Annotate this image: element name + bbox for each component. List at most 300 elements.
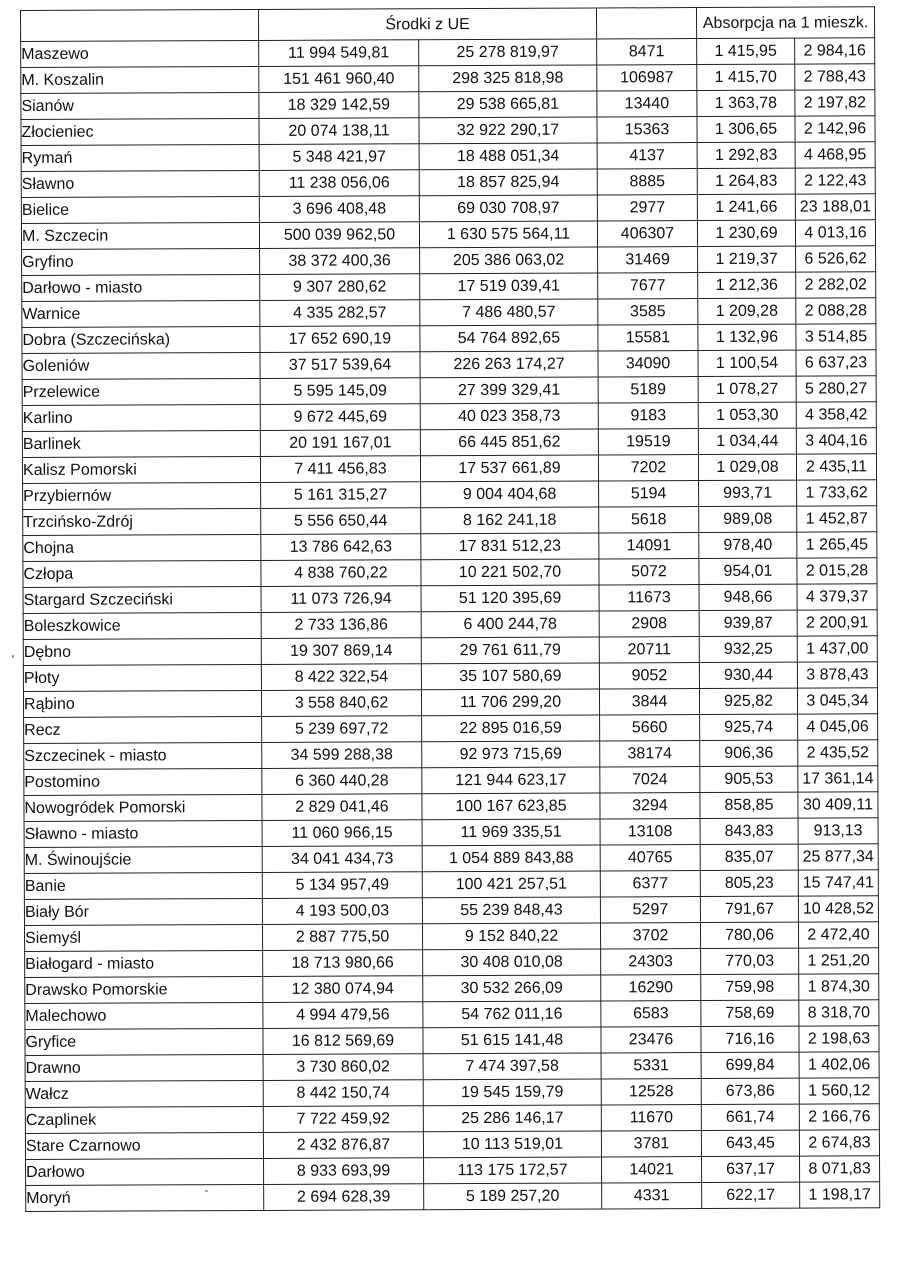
population-value: 15581	[598, 325, 698, 351]
absorption-value-2: 1 251,20	[799, 948, 879, 974]
table-row	[23, 662, 877, 692]
absorption-value-2: 1 733,62	[797, 480, 877, 506]
eu-funds-value-1: 19 307 869,14	[261, 638, 421, 665]
table-row	[21, 64, 875, 94]
eu-funds-value-2: 17 519 039,41	[420, 273, 598, 300]
population-value: 14021	[602, 1157, 702, 1183]
eu-funds-value-1: 8 933 693,99	[264, 1158, 424, 1185]
population-value: 5660	[600, 715, 700, 741]
population-value: 24303	[601, 949, 701, 975]
header-srodki-z-ue: Środki z UE	[258, 8, 596, 40]
population-value: 38174	[600, 741, 700, 767]
population-value: 2977	[597, 195, 697, 221]
eu-funds-value-2: 69 030 708,97	[419, 195, 597, 222]
absorption-value-2: 15 747,41	[798, 870, 878, 896]
absorption-value-1: 699,84	[701, 1052, 799, 1078]
population-value: 19519	[598, 429, 698, 455]
eu-funds-value-1: 38 372 400,36	[260, 248, 420, 275]
municipality-name: Stargard Szczeciński	[23, 586, 261, 613]
eu-funds-value-1: 8 422 322,54	[261, 664, 421, 691]
eu-funds-value-1: 34 599 288,38	[262, 742, 422, 769]
eu-funds-value-2: 9 152 840,22	[422, 923, 600, 950]
absorption-value-2: 2 788,43	[795, 64, 875, 90]
municipality-name: Goleniów	[22, 352, 260, 379]
eu-funds-value-1: 13 786 642,63	[261, 534, 421, 561]
header-population-cell	[596, 8, 696, 39]
absorption-value-2: 8 318,70	[799, 1000, 879, 1026]
population-value: 3585	[598, 299, 698, 325]
municipality-name: Dobra (Szczecińska)	[22, 326, 260, 353]
absorption-value-1: 932,25	[699, 636, 797, 662]
eu-funds-value-2: 113 175 172,57	[424, 1157, 602, 1184]
eu-funds-value-1: 2 887 775,50	[262, 924, 422, 951]
absorption-value-2: 2 197,82	[795, 90, 875, 116]
table-row	[21, 90, 875, 120]
municipality-name: Darłowo	[26, 1158, 264, 1185]
eu-funds-value-2: 11 969 335,51	[422, 819, 600, 846]
absorption-value-1: 1 264,83	[697, 168, 795, 194]
table-header-row	[21, 7, 875, 42]
table-row	[22, 298, 876, 328]
table-row	[25, 1078, 879, 1108]
table-row	[24, 740, 878, 770]
municipality-name: Białogard - miasto	[25, 950, 263, 977]
municipality-name: Malechowo	[25, 1002, 263, 1029]
population-value: 7024	[600, 767, 700, 793]
municipality-name: Moryń	[26, 1184, 264, 1211]
absorption-value-2: 2 142,96	[795, 116, 875, 142]
absorption-value-2: 1 198,17	[800, 1182, 880, 1208]
eu-funds-value-2: 40 023 358,73	[420, 403, 598, 430]
absorption-value-2: 913,13	[798, 818, 878, 844]
absorption-value-1: 716,16	[701, 1026, 799, 1052]
table-row	[21, 142, 875, 172]
absorption-value-2: 2 435,52	[798, 740, 878, 766]
eu-funds-value-1: 20 074 138,11	[259, 118, 419, 145]
municipality-name: Gryfino	[22, 248, 260, 275]
eu-funds-value-1: 2 733 136,86	[261, 612, 421, 639]
eu-funds-value-2: 30 408 010,08	[423, 949, 601, 976]
absorption-value-2: 6 526,62	[796, 246, 876, 272]
eu-funds-value-2: 6 400 244,78	[421, 611, 599, 638]
table-row	[21, 220, 875, 250]
absorption-value-1: 925,74	[700, 714, 798, 740]
eu-funds-value-1: 12 380 074,94	[263, 976, 423, 1003]
municipality-name: Maszewo	[21, 40, 259, 67]
table-row	[26, 1182, 880, 1212]
absorption-value-1: 759,98	[701, 974, 799, 1000]
population-value: 13108	[600, 819, 700, 845]
population-value: 3781	[601, 1131, 701, 1157]
absorption-value-1: 1 415,70	[697, 64, 795, 90]
table-row	[23, 532, 877, 562]
eu-funds-value-2: 7 486 480,57	[420, 299, 598, 326]
table-row	[22, 402, 876, 432]
population-value: 406307	[597, 221, 697, 247]
eu-funds-value-1: 2 694 628,39	[264, 1184, 424, 1211]
population-value: 13440	[597, 91, 697, 117]
eu-funds-value-2: 25 278 819,97	[419, 39, 597, 66]
table-row	[25, 1026, 879, 1056]
eu-funds-value-1: 18 713 980,66	[263, 950, 423, 977]
population-value: 5189	[598, 377, 698, 403]
absorption-value-1: 1 212,36	[698, 272, 796, 298]
table-row	[21, 194, 875, 224]
eu-funds-value-1: 20 191 167,01	[260, 430, 420, 457]
eu-funds-value-2: 32 922 290,17	[419, 117, 597, 144]
table-row	[25, 1052, 879, 1082]
eu-funds-value-2: 55 239 848,43	[422, 897, 600, 924]
table-row	[22, 246, 876, 276]
eu-funds-value-1: 4 335 282,57	[260, 300, 420, 327]
absorption-value-2: 2 984,16	[795, 38, 875, 64]
absorption-value-2: 5 280,27	[796, 376, 876, 402]
municipality-name: Drawno	[25, 1054, 263, 1081]
eu-funds-value-2: 30 532 266,09	[423, 975, 601, 1002]
eu-funds-value-1: 11 994 549,81	[259, 40, 419, 67]
absorption-value-1: 805,23	[700, 870, 798, 896]
absorption-value-2: 23 188,01	[795, 194, 875, 220]
eu-funds-value-1: 4 994 479,56	[263, 1002, 423, 1029]
eu-funds-value-1: 3 730 860,02	[263, 1054, 423, 1081]
scan-speck	[12, 655, 14, 658]
table-row	[22, 350, 876, 380]
eu-funds-value-2: 205 386 063,02	[420, 247, 598, 274]
population-value: 3844	[599, 689, 699, 715]
population-value: 4137	[597, 143, 697, 169]
absorption-value-2: 3 045,34	[797, 688, 877, 714]
municipality-name: Karlino	[22, 404, 260, 431]
absorption-value-1: 622,17	[702, 1182, 800, 1208]
municipality-name: Przybiernów	[23, 482, 261, 509]
eu-funds-value-2: 11 706 299,20	[421, 689, 599, 716]
table-row	[25, 974, 879, 1004]
absorption-value-2: 2 200,91	[797, 610, 877, 636]
population-value: 5618	[599, 507, 699, 533]
table-row	[23, 636, 877, 666]
absorption-value-2: 3 404,16	[796, 428, 876, 454]
eu-funds-value-1: 3 696 408,48	[259, 196, 419, 223]
municipality-name: Bielice	[21, 196, 259, 223]
population-value: 23476	[601, 1027, 701, 1053]
absorption-value-1: 1 209,28	[698, 298, 796, 324]
population-value: 2908	[599, 611, 699, 637]
header-absorpcja: Absorpcja na 1 mieszk.	[696, 7, 874, 39]
eu-funds-value-1: 2 432 876,87	[263, 1132, 423, 1159]
table-row	[24, 766, 878, 796]
municipality-name: Sławno - miasto	[24, 820, 262, 847]
absorption-value-1: 843,83	[700, 818, 798, 844]
absorption-value-2: 4 013,16	[795, 220, 875, 246]
absorption-value-2: 17 361,14	[798, 766, 878, 792]
eu-funds-value-1: 37 517 539,64	[260, 352, 420, 379]
table-row	[23, 610, 877, 640]
eu-funds-value-2: 29 538 665,81	[419, 91, 597, 118]
population-value: 5072	[599, 559, 699, 585]
absorption-value-1: 758,69	[701, 1000, 799, 1026]
table-row	[21, 168, 875, 198]
municipality-name: Darłowo - miasto	[22, 274, 260, 301]
municipality-name: Recz	[24, 716, 262, 743]
table-row	[21, 116, 875, 146]
eu-funds-value-2: 22 895 016,59	[422, 715, 600, 742]
absorption-value-2: 8 071,83	[800, 1156, 880, 1182]
municipality-name: Płoty	[23, 664, 261, 691]
population-value: 9183	[598, 403, 698, 429]
eu-funds-value-1: 11 073 726,94	[261, 586, 421, 613]
absorption-value-2: 2 282,02	[796, 272, 876, 298]
eu-funds-value-2: 10 113 519,01	[423, 1131, 601, 1158]
table-row	[25, 948, 879, 978]
absorption-value-2: 1 437,00	[797, 636, 877, 662]
population-value: 5297	[600, 897, 700, 923]
municipality-name: Barlinek	[22, 430, 260, 457]
eu-funds-value-2: 100 421 257,51	[422, 871, 600, 898]
eu-funds-value-1: 3 558 840,62	[261, 690, 421, 717]
eu-funds-value-1: 6 360 440,28	[262, 768, 422, 795]
absorption-value-1: 637,17	[702, 1156, 800, 1182]
municipality-name: Boleszkowice	[23, 612, 261, 639]
absorption-value-2: 4 358,42	[796, 402, 876, 428]
absorption-value-2: 2 472,40	[798, 922, 878, 948]
eu-funds-value-2: 29 761 611,79	[421, 637, 599, 664]
absorption-value-1: 930,44	[699, 662, 797, 688]
absorption-value-1: 954,01	[699, 558, 797, 584]
absorption-value-1: 1 132,96	[698, 324, 796, 350]
population-value: 7202	[598, 455, 698, 481]
absorption-value-1: 661,74	[701, 1104, 799, 1130]
absorption-value-2: 2 088,28	[796, 298, 876, 324]
eu-funds-value-1: 7 722 459,92	[263, 1106, 423, 1133]
absorption-value-1: 1 230,69	[697, 220, 795, 246]
table-row	[23, 480, 877, 510]
municipality-name: Sianów	[21, 92, 259, 119]
population-value: 3294	[600, 793, 700, 819]
population-value: 6583	[601, 1001, 701, 1027]
eu-funds-table	[20, 6, 880, 1212]
absorption-value-2: 10 428,52	[798, 896, 878, 922]
population-value: 11673	[599, 585, 699, 611]
absorption-value-1: 906,36	[700, 740, 798, 766]
absorption-value-2: 1 402,06	[799, 1052, 879, 1078]
municipality-name: Chojna	[23, 534, 261, 561]
absorption-value-2: 2 198,63	[799, 1026, 879, 1052]
table-row	[22, 428, 876, 458]
eu-funds-value-2: 10 221 502,70	[421, 559, 599, 586]
absorption-value-2: 4 379,37	[797, 584, 877, 610]
absorption-value-2: 2 122,43	[795, 168, 875, 194]
population-value: 20711	[599, 637, 699, 663]
absorption-value-2: 1 452,87	[797, 506, 877, 532]
population-value: 40765	[600, 845, 700, 871]
population-value: 12528	[601, 1079, 701, 1105]
eu-funds-value-2: 1 054 889 843,88	[422, 845, 600, 872]
absorption-value-2: 1 874,30	[799, 974, 879, 1000]
population-value: 7677	[598, 273, 698, 299]
population-value: 6377	[600, 871, 700, 897]
eu-funds-value-1: 18 329 142,59	[259, 92, 419, 119]
absorption-value-1: 1 219,37	[698, 246, 796, 272]
absorption-value-1: 1 363,78	[697, 90, 795, 116]
eu-funds-value-2: 298 325 818,98	[419, 65, 597, 92]
eu-funds-value-1: 5 595 145,09	[260, 378, 420, 405]
population-value: 31469	[598, 247, 698, 273]
population-value: 8471	[597, 39, 697, 65]
population-value: 5331	[601, 1053, 701, 1079]
municipality-name: Biały Bór	[24, 898, 262, 925]
eu-funds-value-2: 51 120 395,69	[421, 585, 599, 612]
municipality-name: Czaplinek	[25, 1106, 263, 1133]
absorption-value-2: 3 878,43	[797, 662, 877, 688]
table-row	[24, 792, 878, 822]
table-row	[24, 818, 878, 848]
absorption-value-2: 1 265,45	[797, 532, 877, 558]
table-row	[25, 1130, 879, 1160]
eu-funds-value-1: 34 041 434,73	[262, 846, 422, 873]
table-row	[22, 376, 876, 406]
population-value: 5194	[599, 481, 699, 507]
population-value: 15363	[597, 117, 697, 143]
eu-funds-value-2: 54 762 011,16	[423, 1001, 601, 1028]
eu-funds-value-2: 17 831 512,23	[421, 533, 599, 560]
table-row	[26, 1156, 880, 1186]
absorption-value-2: 3 514,85	[796, 324, 876, 350]
absorption-value-2: 2 674,83	[799, 1130, 879, 1156]
absorption-value-1: 858,85	[700, 792, 798, 818]
eu-funds-value-2: 25 286 146,17	[423, 1105, 601, 1132]
eu-funds-value-2: 8 162 241,18	[421, 507, 599, 534]
absorption-value-1: 791,67	[700, 896, 798, 922]
municipality-name: Przelewice	[22, 378, 260, 405]
eu-funds-value-2: 35 107 580,69	[421, 663, 599, 690]
municipality-name: Człopa	[23, 560, 261, 587]
eu-funds-value-2: 18 857 825,94	[419, 169, 597, 196]
table-row	[23, 584, 877, 614]
eu-funds-value-1: 5 556 650,44	[261, 508, 421, 535]
table-row	[25, 1104, 879, 1134]
eu-funds-value-2: 226 263 174,27	[420, 351, 598, 378]
eu-funds-value-1: 8 442 150,74	[263, 1080, 423, 1107]
absorption-value-1: 835,07	[700, 844, 798, 870]
table-row	[24, 896, 878, 926]
absorption-value-2: 4 468,95	[795, 142, 875, 168]
absorption-value-2: 2 435,11	[796, 454, 876, 480]
population-value: 4331	[602, 1183, 702, 1209]
population-value: 106987	[597, 65, 697, 91]
municipality-name: Nowogródek Pomorski	[24, 794, 262, 821]
absorption-value-2: 6 637,23	[796, 350, 876, 376]
absorption-value-2: 4 045,06	[798, 714, 878, 740]
absorption-value-1: 770,03	[701, 948, 799, 974]
eu-funds-value-1: 2 829 041,46	[262, 794, 422, 821]
table-body	[21, 38, 880, 1212]
absorption-value-1: 925,82	[699, 688, 797, 714]
absorption-value-2: 25 877,34	[798, 844, 878, 870]
population-value: 8885	[597, 169, 697, 195]
absorption-value-1: 1 241,66	[697, 194, 795, 220]
population-value: 14091	[599, 533, 699, 559]
eu-funds-value-1: 151 461 960,40	[259, 66, 419, 93]
eu-funds-value-2: 1 630 575 564,11	[419, 221, 597, 248]
eu-funds-value-1: 5 161 315,27	[261, 482, 421, 509]
absorption-value-1: 1 292,83	[697, 142, 795, 168]
municipality-name: Stare Czarnowo	[25, 1132, 263, 1159]
absorption-value-1: 643,45	[701, 1130, 799, 1156]
absorption-value-1: 1 078,27	[698, 376, 796, 402]
eu-funds-value-2: 19 545 159,79	[423, 1079, 601, 1106]
population-value: 9052	[599, 663, 699, 689]
absorption-value-1: 978,40	[699, 532, 797, 558]
eu-funds-value-1: 9 307 280,62	[260, 274, 420, 301]
population-value: 34090	[598, 351, 698, 377]
header-name-cell	[21, 9, 259, 41]
municipality-name: Dębno	[23, 638, 261, 665]
municipality-name: Banie	[24, 872, 262, 899]
table-row	[22, 272, 876, 302]
eu-funds-value-1: 7 411 456,83	[260, 456, 420, 483]
eu-funds-value-1: 5 134 957,49	[262, 872, 422, 899]
eu-funds-value-1: 16 812 569,69	[263, 1028, 423, 1055]
absorption-value-2: 1 560,12	[799, 1078, 879, 1104]
municipality-name: Gryfice	[25, 1028, 263, 1055]
eu-funds-value-2: 27 399 329,41	[420, 377, 598, 404]
municipality-name: Wałcz	[25, 1080, 263, 1107]
eu-funds-value-1: 500 039 962,50	[259, 222, 419, 249]
table-row	[21, 38, 875, 68]
table-row	[23, 506, 877, 536]
eu-funds-value-1: 4 838 760,22	[261, 560, 421, 587]
population-value: 3702	[600, 923, 700, 949]
table-row	[24, 922, 878, 952]
absorption-value-2: 2 015,28	[797, 558, 877, 584]
absorption-value-1: 673,86	[701, 1078, 799, 1104]
eu-funds-value-1: 5 348 421,97	[259, 144, 419, 171]
eu-funds-value-1: 5 239 697,72	[262, 716, 422, 743]
absorption-value-1: 1 034,44	[698, 428, 796, 454]
eu-funds-value-2: 5 189 257,20	[424, 1183, 602, 1210]
eu-funds-value-1: 17 652 690,19	[260, 326, 420, 353]
municipality-name: Postomino	[24, 768, 262, 795]
municipality-name: Kalisz Pomorski	[22, 456, 260, 483]
absorption-value-1: 905,53	[700, 766, 798, 792]
eu-funds-value-1: 11 238 056,06	[259, 170, 419, 197]
table-row	[24, 714, 878, 744]
municipality-name: Warnice	[22, 300, 260, 327]
eu-funds-value-1: 4 193 500,03	[262, 898, 422, 925]
absorption-value-1: 989,08	[699, 506, 797, 532]
table-row	[23, 558, 877, 588]
municipality-name: Rymań	[21, 144, 259, 171]
table-row	[25, 1000, 879, 1030]
eu-funds-value-2: 92 973 715,69	[422, 741, 600, 768]
municipality-name: Drawsko Pomorskie	[25, 976, 263, 1003]
municipality-name: Siemyśl	[24, 924, 262, 951]
eu-funds-value-2: 9 004 404,68	[421, 481, 599, 508]
absorption-value-2: 30 409,11	[798, 792, 878, 818]
municipality-name: Rąbino	[23, 690, 261, 717]
population-value: 16290	[601, 975, 701, 1001]
absorption-value-1: 1 029,08	[698, 454, 796, 480]
absorption-value-1: 1 306,65	[697, 116, 795, 142]
absorption-value-1: 1 053,30	[698, 402, 796, 428]
absorption-value-1: 948,66	[699, 584, 797, 610]
eu-funds-value-2: 17 537 661,89	[420, 455, 598, 482]
municipality-name: Złocieniec	[21, 118, 259, 145]
municipality-name: M. Szczecin	[21, 222, 259, 249]
eu-funds-value-2: 51 615 141,48	[423, 1027, 601, 1054]
absorption-value-1: 993,71	[699, 480, 797, 506]
absorption-value-1: 1 100,54	[698, 350, 796, 376]
